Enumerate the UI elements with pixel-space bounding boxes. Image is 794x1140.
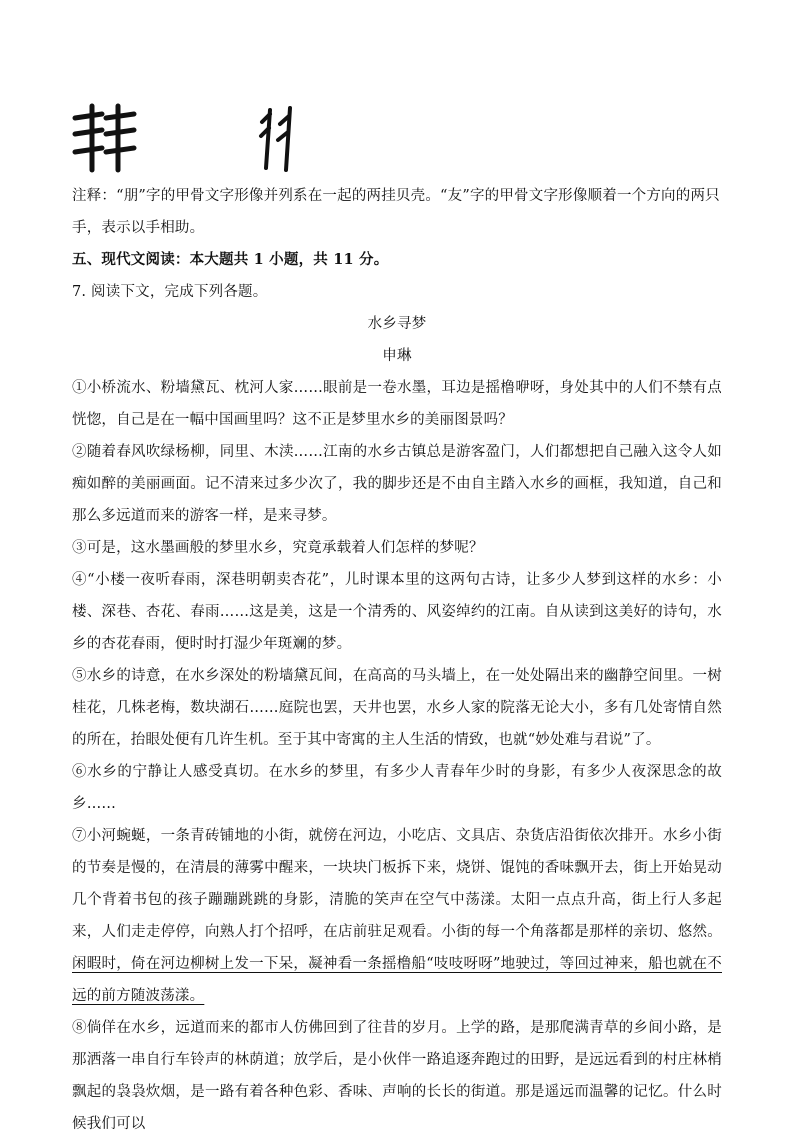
article-title: 水乡寻梦: [367, 316, 427, 332]
oracle-bone-peng-icon: [70, 100, 140, 175]
article-paragraph: ④“小楼一夜听春雨，深巷明朝卖杏花”，儿时课本里的这两句古诗，让多少人梦到这样的水乡：小楼、深巷、杏花、春雨……这是美，这是一个清秀的、风姿绰约的江南。自从读到这美好的诗句，水乡的杏花春雨，便时时打湿少年斑斓的梦。: [72, 572, 722, 652]
article-paragraph: ⑥水乡的宁静让人感受真切。在水乡的梦里，有多少人青春年少时的身影，有多少人夜深思念的故乡……: [72, 764, 722, 812]
glyph-note-line: 注释：“朋”字的甲骨文字形像并列系在一起的两挂贝壳。“友”字的甲骨文字形像顺着一个方向的两只: [72, 188, 720, 204]
question-intro: 7. 阅读下文，完成下列各题。: [72, 284, 268, 300]
article-paragraph: [72, 820, 722, 1012]
oracle-bone-you-icon: [258, 100, 298, 175]
article-paragraph: ②随着春风吹绿杨柳，同里、木渎……江南的水乡古镇总是游客盈门，人们都想把自己融入这令人如痴如醉的美丽画面。记不清来过多少次了，我的脚步还是不由自主踏入水乡的画框，我知道，自己和那么多远道而来的游客一样，是来寻梦。: [72, 444, 722, 524]
article-paragraph: ⑧倘佯在水乡，远道而来的都市人仿佛回到了往昔的岁月。上学的路，是那爬满青草的乡间小路，是那洒落一串自行车铃声的林荫道；放学后，是小伙伴一路追逐奔跑过的田野，是远远看到的村庄林梢飘起的袅袅炊烟，是一路有着各种色彩、香味、声响的长长的街道。那是遥远而温馨的记忆。什么时候我们可以: [72, 1020, 722, 1132]
section-heading: 五、现代文阅读：本大题共 1 小题，共 11 分。: [72, 251, 389, 268]
document-body: [72, 180, 722, 1140]
article-paragraph: ③可是，这水墨画般的梦里水乡，究竟承载着人们怎样的梦呢？: [72, 540, 484, 556]
article-paragraph: ①小桥流水、粉墙黛瓦、枕河人家……眼前是一卷水墨，耳边是摇橹咿呀，身处其中的人们不禁有点恍惚，自己是在一幅中国画里吗？这不正是梦里水乡的美丽图景吗？: [72, 380, 722, 428]
article-author: 申琳: [382, 348, 412, 364]
glyph-note-line: 手，表示以手相助。: [72, 220, 205, 236]
underlined-sentence: 闲暇时，倚在河边柳树上发一下呆，凝神看一条摇橹船“吱吱呀呀”地驶过，等回过神来，船也就在不远的前方随波荡漾。: [72, 956, 722, 1004]
oracle-bone-glyphs: [70, 100, 330, 175]
article-paragraph: ⑤水乡的诗意，在水乡深处的粉墙黛瓦间，在高高的马头墙上，在一处处隔出来的幽静空间里。一树桂花，几株老梅，数块湖石……庭院也罢，天井也罢，水乡人家的院落无论大小，多有几处寄情自然的所在，抬眼处便有几许生机。至于其中寄寓的主人生活的情致，也就“妙处难与君说”了。: [72, 668, 722, 748]
paragraph-text: ⑦小河蜿蜒，一条青砖铺地的小街，就傍在河边，小吃店、文具店、杂货店沿街依次排开。水乡小街的节奏是慢的，在清晨的薄雾中醒来，一块块门板拆下来，烧饼、馄饨的香味飘开去，街上开始晃动几个背着书包的孩子蹦蹦跳跳的身影，清脆的笑声在空气中荡漾。太阳一点点升高，街上行人多起来，人们走走停停，向熟人打个招呼，在店前驻足观看。小街的每一个角落都是那样的亲切、悠然。: [72, 828, 722, 940]
